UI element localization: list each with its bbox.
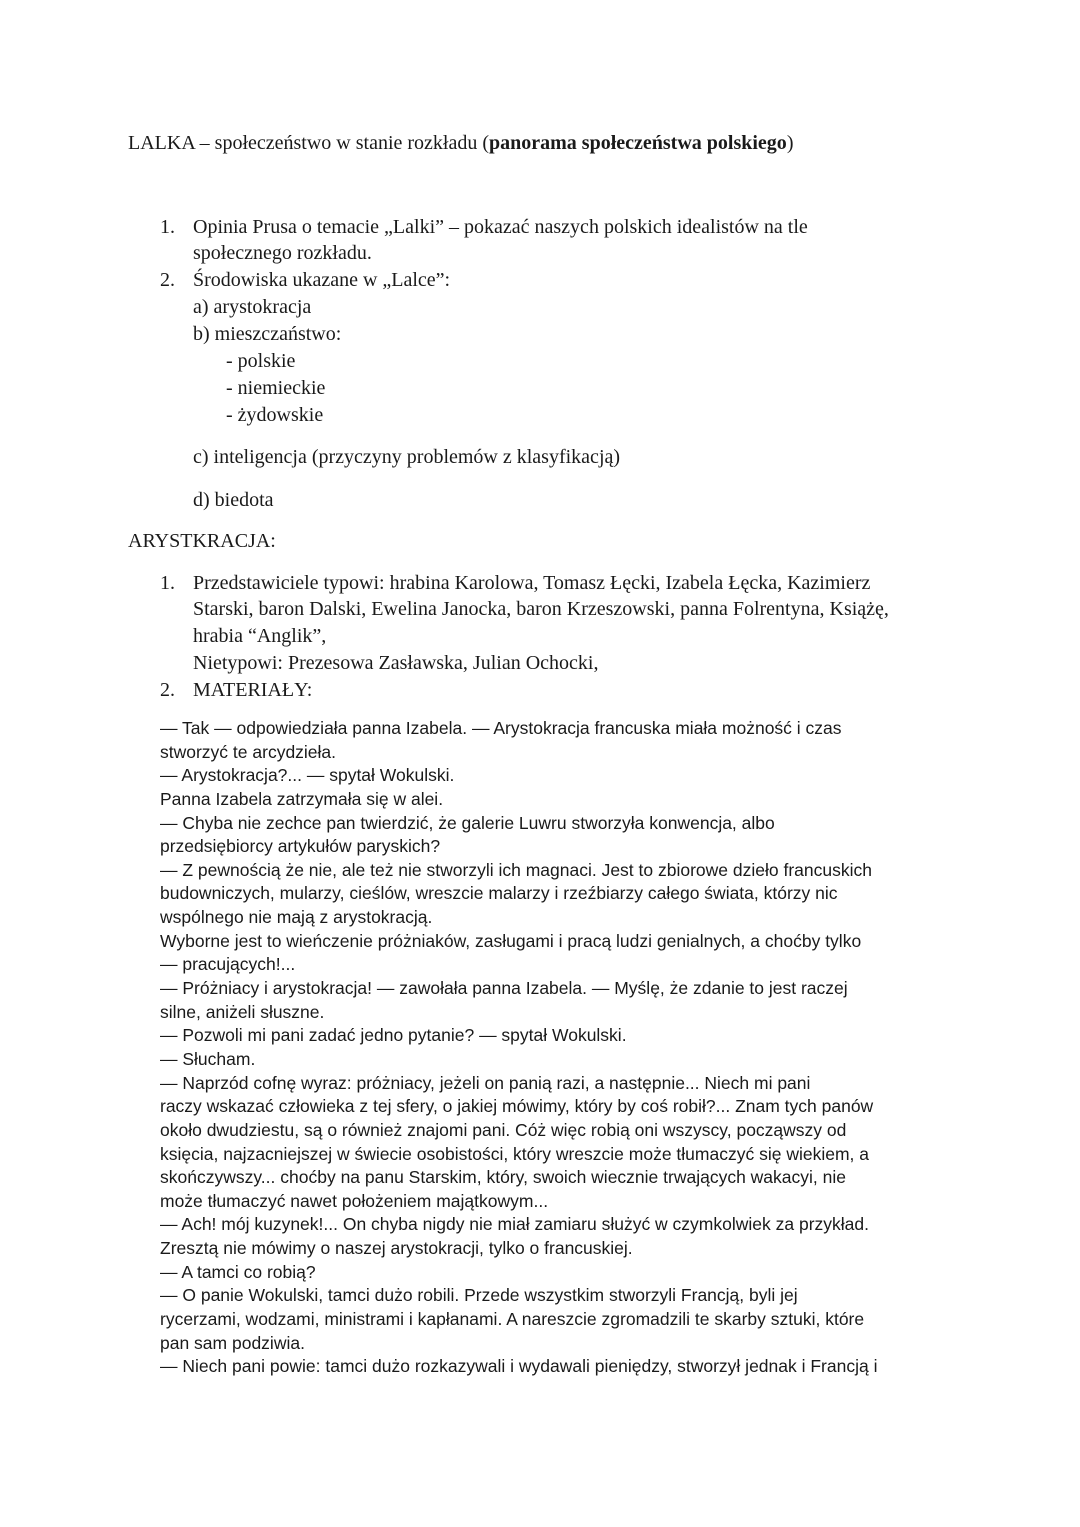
sublist-item: a) arystokracja: [193, 296, 312, 318]
dialogue-line: Wyborne jest to wieńczenie próżniaków, zasługami i pracą ludzi genialnych, a choćby tylko: [160, 931, 862, 951]
list-item-text: Opinia Prusa o temacie „Lalki” – pokazać naszych polskich idealistów na tle: [193, 216, 808, 238]
dialogue-line: stworzyć te arcydzieła.: [160, 742, 337, 762]
title-bold: panorama społeczeństwa polskiego: [489, 132, 787, 154]
dialogue-line: — Chyba nie zechce pan twierdzić, że galerie Luwru stworzyła konwencja, albo: [160, 813, 775, 833]
dialogue-line: rycerzami, wodzami, ministrami i kapłanami. A nareszcie zgromadzili te skarby sztuki, które: [160, 1309, 865, 1329]
list-item-text: Nietypowi: Prezesowa Zasławska, Julian Ochocki,: [193, 652, 599, 674]
list-item-text: Starski, baron Dalski, Ewelina Janocka, baron Krzeszowski, panna Folrentyna, Książę,: [193, 598, 889, 620]
dialogue-line: — Z pewnością że nie, ale też nie stworzyli ich magnaci. Jest to zbiorowe dzieło francuskich: [160, 860, 872, 880]
section-heading: ARYSTKRACJA:: [128, 530, 276, 552]
dialogue-line: pan sam podziwia.: [160, 1333, 305, 1353]
dialogue-line: — Pozwoli mi pani zadać jedno pytanie? — spytał Wokulski.: [160, 1025, 627, 1045]
dialogue-line: — pracujących!...: [160, 954, 296, 974]
sublist-item: - polskie: [226, 350, 296, 372]
dialogue-line: może tłumaczyć nawet położeniem majątkowym...: [160, 1191, 549, 1211]
list-item-text: hrabia “Anglik”,: [193, 625, 327, 647]
list-number: 2.: [160, 269, 175, 291]
list-item-text: MATERIAŁY:: [193, 679, 313, 701]
dialogue-line: silne, aniżeli słuszne.: [160, 1002, 325, 1022]
list-item-text: społecznego rozkładu.: [193, 242, 372, 264]
list-number: 2.: [160, 679, 175, 701]
list-item-text: Środowiska ukazane w „Lalce”:: [193, 269, 451, 291]
dialogue-line: — Naprzód cofnę wyraz: próżniacy, jeżeli on panią razi, a następnie... Niech mi pani: [160, 1073, 811, 1093]
dialogue-line: około dwudziestu, są o również znajomi pani. Cóż więc robią oni wszyscy, począwszy od: [160, 1120, 847, 1140]
title-suffix: ): [786, 132, 794, 154]
dialogue-line: — Ach! mój kuzynek!... On chyba nigdy nie miał zamiaru służyć w czymkolwiek za przykład.: [160, 1214, 869, 1234]
sublist-item: - niemieckie: [226, 377, 326, 399]
sublist-item: c) inteligencja (przyczyny problemów z klasyfikacją): [193, 446, 621, 468]
dialogue-line: — O panie Wokulski, tamci dużo robili. Przede wszystkim stworzyli Francją, byli jej: [160, 1285, 798, 1305]
dialogue-line: — Próżniacy i arystokracja! — zawołała panna Izabela. — Myślę, że zdanie to jest raczej: [160, 978, 848, 998]
title-prefix: LALKA – społeczeństwo w stanie rozkładu (: [128, 132, 490, 154]
dialogue-line: Zresztą nie mówimy o naszej arystokracji, tylko o francuskiej.: [160, 1238, 633, 1258]
dialogue-line: — Arystokracja?... — spytał Wokulski.: [160, 765, 455, 785]
dialogue-line: — Słucham.: [160, 1049, 256, 1069]
list-number: 1.: [160, 216, 175, 238]
sublist-item: d) biedota: [193, 489, 274, 511]
dialogue-line: — Niech pani powie: tamci dużo rozkazywali i wydawali pieniędzy, stworzył jednak i Francją i: [160, 1356, 878, 1376]
dialogue-line: księcia, najzacniejszej w świecie osobistości, który wreszcie może tłumaczyć się wiekiem, a: [160, 1144, 869, 1164]
dialogue-line: — Tak — odpowiedziała panna Izabela. — Arystokracja francuska miała możność i czas: [160, 718, 842, 738]
dialogue-line: wspólnego nie mają z arystokracją.: [160, 907, 433, 927]
list-number: 1.: [160, 572, 175, 594]
dialogue-line: — A tamci co robią?: [160, 1262, 316, 1282]
sublist-item: - żydowskie: [226, 404, 324, 426]
dialogue-line: skończywszy... choćby na panu Starskim, który, swoich wiecznie trwających wakacyi, nie: [160, 1167, 846, 1187]
dialogue-line: raczy wskazać człowieka z tej sfery, o jakiej mówimy, który by coś robił?... Znam tych panów: [160, 1096, 874, 1116]
dialogue-line: przedsiębiorcy artykułów paryskich?: [160, 836, 441, 856]
document-title: [128, 132, 793, 155]
dialogue-line: Panna Izabela zatrzymała się w alei.: [160, 789, 444, 809]
list-item-text: Przedstawiciele typowi: hrabina Karolowa, Tomasz Łęcki, Izabela Łęcka, Kazimierz: [193, 572, 871, 594]
sublist-item: b) mieszczaństwo:: [193, 323, 342, 345]
dialogue-line: budowniczych, mularzy, cieślów, wreszcie malarzy i rzeźbiarzy całego świata, którzy nic: [160, 883, 838, 903]
